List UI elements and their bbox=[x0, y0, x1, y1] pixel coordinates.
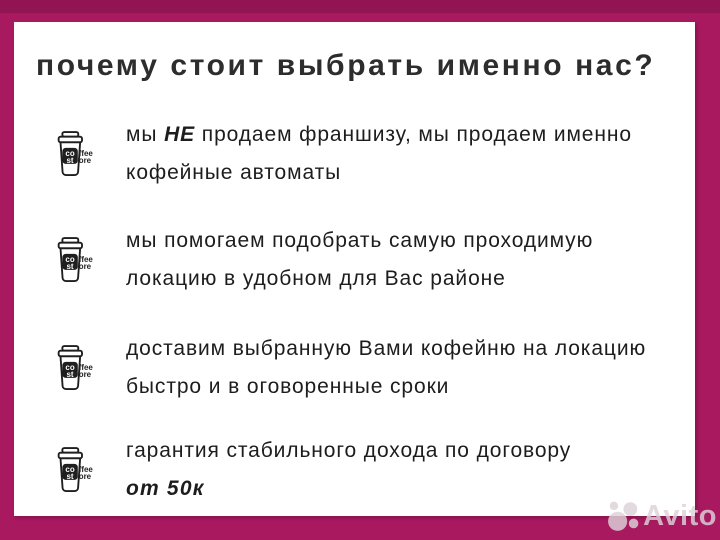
avito-logo-icon bbox=[607, 499, 641, 533]
coffee-store-logo bbox=[46, 344, 104, 392]
benefit-row bbox=[14, 115, 687, 193]
coffee-cup-icon bbox=[46, 130, 104, 178]
benefit-text bbox=[126, 432, 571, 508]
coffee-store-logo bbox=[46, 446, 104, 494]
benefit-line2: кофейные автоматы bbox=[126, 161, 342, 184]
benefit-line1: мы НЕ продаем франшизу, мы продаем именно bbox=[126, 123, 632, 146]
coffee-cup-icon bbox=[46, 344, 104, 392]
benefit-row bbox=[14, 221, 687, 299]
benefit-line2-price: от 50к bbox=[126, 477, 205, 500]
svg-text:co: co bbox=[65, 362, 75, 372]
coffee-cup-icon bbox=[46, 236, 104, 284]
svg-text:co: co bbox=[65, 464, 75, 474]
benefit-row bbox=[14, 431, 687, 509]
coffee-cup-icon bbox=[46, 446, 104, 494]
svg-text:ore: ore bbox=[78, 156, 92, 166]
svg-text:ore: ore bbox=[78, 472, 92, 482]
benefit-text bbox=[126, 222, 593, 298]
benefit-line1: гарантия стабильного дохода по договору bbox=[126, 439, 572, 462]
frame-top-shade bbox=[0, 0, 720, 13]
svg-text:st: st bbox=[66, 262, 74, 272]
svg-text:st: st bbox=[66, 472, 74, 482]
coffee-store-logo bbox=[46, 130, 104, 178]
emphasis-ne: НЕ bbox=[164, 123, 196, 146]
svg-text:ore: ore bbox=[78, 262, 92, 272]
svg-text:ffee: ffee bbox=[78, 148, 93, 158]
benefit-row bbox=[14, 329, 687, 407]
svg-text:st: st bbox=[66, 370, 74, 380]
page-title: почему стоит выбрать именно нас? bbox=[36, 49, 656, 82]
benefit-line1: доставим выбранную Вами кофейню на локацию bbox=[126, 337, 647, 360]
content-card bbox=[14, 22, 695, 516]
benefit-line2: быстро и в оговоренные сроки bbox=[126, 375, 450, 398]
benefit-text bbox=[126, 330, 646, 406]
svg-text:co: co bbox=[65, 254, 75, 264]
benefit-line1: мы помогаем подобрать самую проходимую bbox=[126, 229, 594, 252]
svg-text:ffee: ffee bbox=[78, 254, 93, 264]
benefit-text bbox=[126, 116, 632, 192]
svg-text:ore: ore bbox=[78, 370, 92, 380]
svg-text:st: st bbox=[66, 156, 74, 166]
avito-watermark bbox=[607, 499, 717, 533]
coffee-store-logo bbox=[46, 236, 104, 284]
avito-label: Avito bbox=[643, 499, 717, 532]
benefit-line2: локацию в удобном для Вас районе bbox=[126, 267, 506, 290]
svg-text:ffee: ffee bbox=[78, 362, 93, 372]
svg-text:co: co bbox=[65, 148, 75, 158]
svg-text:ffee: ffee bbox=[78, 464, 93, 474]
